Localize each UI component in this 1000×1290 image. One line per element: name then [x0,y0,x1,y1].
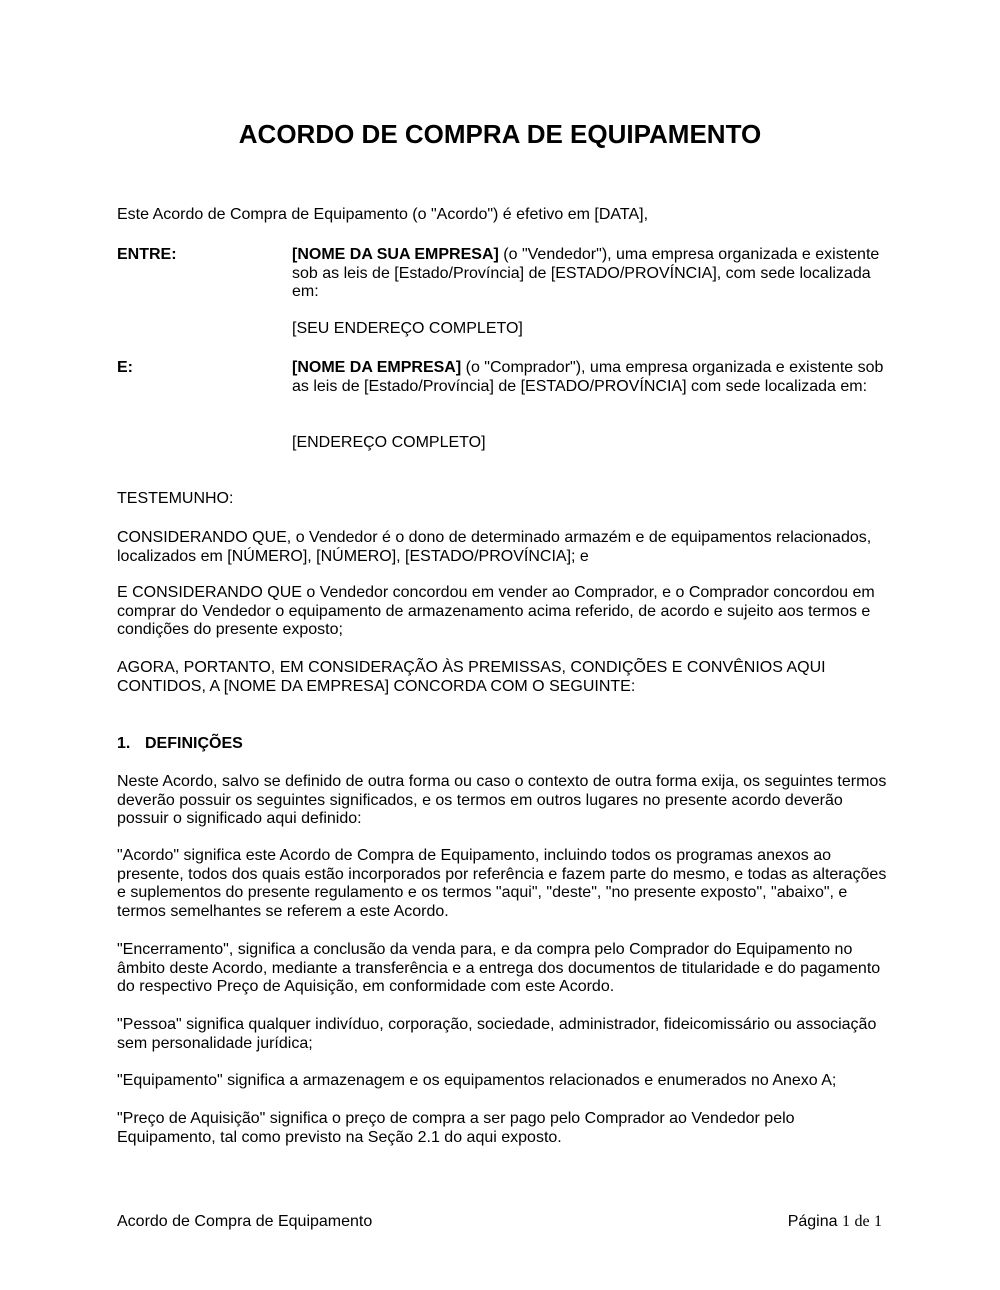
footer-of-label: de [854,1213,870,1230]
definition-equipamento: "Equipamento" significa a armazenagem e os equipamentos relacionados e enumerados no Anexo A; [117,1072,837,1089]
party2-name: [NOME DA EMPRESA] [292,359,462,376]
definition-preco-aquisicao: "Preço de Aquisição" significa o preço de compra a ser pago pelo Comprador ao Vendedor pelo Equipamento, tal como previsto na Seção 2.1 do aqui exposto. [117,1110,795,1146]
party2-description [292,359,887,396]
definition-acordo: "Acordo" significa este Acordo de Compra de Equipamento, incluindo todos os programas anexos ao presente, todos dos quais estão incorporados por referência e fazem parte do mesmo, e todas as alterações e suplementos do presente regulamento e os termos "aqui", "deste", "no presente exposto", "abaixo", e termos semelhantes se referem a este Acordo. [117,847,887,920]
whereas-paragraph-2: E CONSIDERANDO QUE o Vendedor concordou em vender ao Comprador, e o Comprador concordou em comprar do Vendedor o equipamento de armazenamento acima referido, de acordo e sujeito aos termos e condições do presente exposto; [117,584,875,638]
party1-description [292,246,887,302]
document-title: ACORDO DE COMPRA DE EQUIPAMENTO [238,119,762,149]
definition-encerramento: "Encerramento", significa a conclusão da venda para, e da compra pelo Comprador do Equipamento no âmbito deste Acordo, mediante a transferência e a entrega dos documentos de titularidade e do pagamento do respectivo Preço de Aquisição, em conformidade com este Acordo. [117,941,881,995]
party2-address: [ENDEREÇO COMPLETO] [292,434,486,451]
whereas-paragraph-1: CONSIDERANDO QUE, o Vendedor é o dono de determinado armazém e de equipamentos relacionados, localizados em [NÚMERO], [NÚMERO], [ESTADO/PROVÍNCIA]; e [117,529,872,565]
footer-current-page: 1 [841,1213,850,1230]
party2-text: (o "Comprador"), uma empresa organizada e existente sob as leis de [Estado/Província] de [ESTADO/PROVÍNCIA] com sede localizada em: [292,359,884,395]
party1-name: [NOME DA SUA EMPRESA] [292,246,499,263]
now-therefore-paragraph: AGORA, PORTANTO, EM CONSIDERAÇÃO ÀS PREMISSAS, CONDIÇÕES E CONVÊNIOS AQUI CONTIDOS, A [NOME DA EMPRESA] CONCORDA COM O SEGUINTE: [117,659,826,695]
definitions-intro: Neste Acordo, salvo se definido de outra forma ou caso o contexto de outra forma exija, os seguintes termos deverão possuir os seguintes significados, e os termos em outros lugares no presente acordo deverão possuir o significado aqui definido: [117,773,887,827]
definition-pessoa: "Pessoa" significa qualquer indivíduo, corporação, sociedade, administrador, fideicomissário ou associação sem personalidade jurídica; [117,1016,877,1052]
witness-label: TESTEMUNHO: [117,490,234,507]
section-1-number: 1. [117,735,131,752]
footer-page-number [788,1213,882,1232]
intro-paragraph: Este Acordo de Compra de Equipamento (o "Acordo") é efetivo em [DATA], [117,206,649,223]
party2-label: E: [117,359,133,376]
footer-page-label: Página [787,1213,838,1230]
party1-label: ENTRE: [117,246,177,263]
footer-document-name: Acordo de Compra de Equipamento [117,1213,373,1230]
party1-text: (o "Vendedor"), uma empresa organizada e existente sob as leis de [Estado/Província] de [ESTADO/PROVÍNCIA], com sede localizada em: [292,246,880,300]
footer-total-pages: 1 [874,1213,882,1230]
section-1-heading [117,735,243,754]
party1-address: [SEU ENDEREÇO COMPLETO] [292,320,523,337]
section-1-title: DEFINIÇÕES [145,735,243,752]
